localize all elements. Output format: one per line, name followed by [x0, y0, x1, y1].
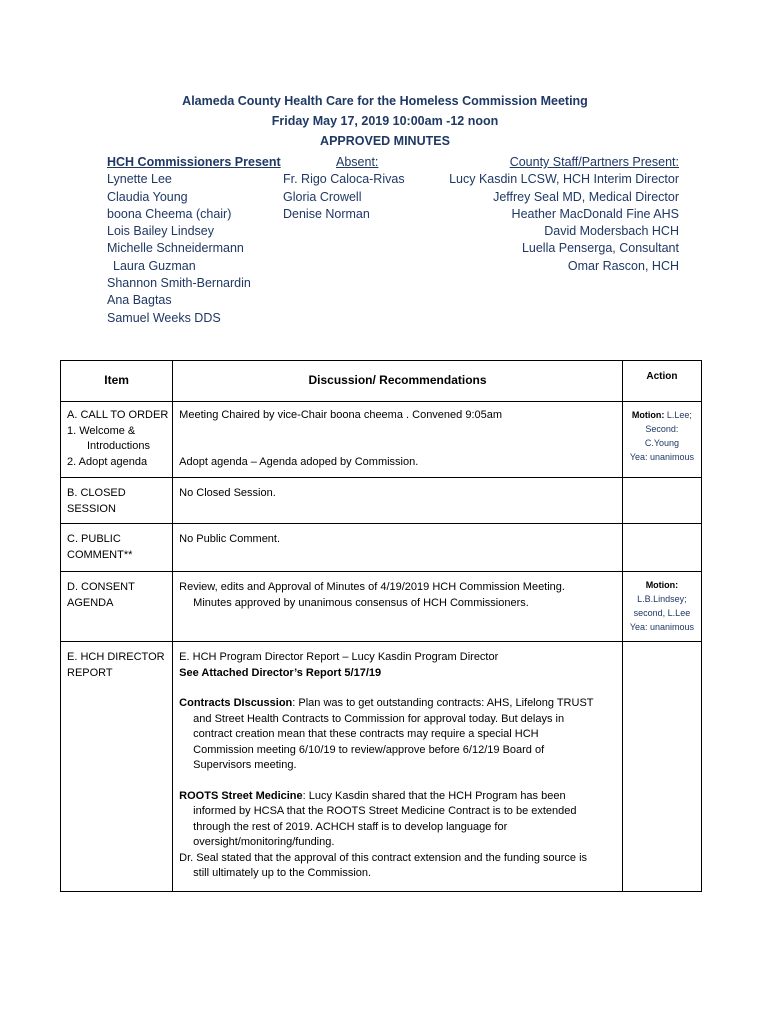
absent-name: Denise Norman [283, 206, 370, 221]
commissioner-name: Ana Bagtas [107, 293, 172, 308]
action-cell [622, 402, 701, 478]
commissioner-name: Lynette Lee [107, 172, 172, 187]
discussion-cell [173, 572, 623, 642]
absent-heading: Absent: [336, 155, 379, 169]
staff-name: Omar Rascon, HCH [567, 258, 679, 273]
item-label: C. PUBLIC [67, 533, 121, 545]
discussion-text: Supervisors meeting. [193, 759, 297, 771]
commissioners-present-heading: HCH Commissioners Present [107, 155, 281, 169]
discussion-text: Adopt agenda – Agenda adoped by Commission. [179, 455, 419, 468]
meeting-date: Friday May 17, 2019 10:00am -12 noon [271, 114, 499, 128]
item-label: A. CALL TO ORDER [67, 409, 169, 421]
item-label: 2. Adopt agenda [67, 455, 148, 468]
table-header-row [61, 361, 702, 402]
item-cell [61, 524, 173, 572]
commissioner-name: Michelle Schneidermann [107, 241, 244, 256]
item-label: COMMENT** [67, 548, 133, 561]
motion-label: Motion: [631, 410, 665, 420]
action-cell [622, 478, 701, 524]
discussion-cell [173, 402, 623, 478]
item-cell [61, 402, 173, 478]
discussion-text: and Street Health Contracts to Commission for approval today. But delays in [193, 712, 565, 725]
item-cell: B. CLOSED SESSION [61, 478, 173, 524]
commissioner-name: Claudia Young [107, 189, 188, 204]
item-label: E. HCH DIRECTOR [67, 651, 165, 663]
commissioners-present-list [107, 154, 281, 327]
motion-value: L.Lee; [666, 410, 692, 420]
second-value: C.Young [644, 438, 680, 448]
table-row [61, 572, 702, 642]
table-row [61, 478, 702, 524]
action-column-header: Action [622, 361, 701, 402]
second-value: second, L.Lee [633, 608, 691, 618]
discussion-column-header: Discussion/ Recommendations [173, 361, 623, 402]
vote-result: Yea: unanimous [629, 452, 695, 462]
staff-name: Lucy Kasdin LCSW, HCH Interim Director [449, 172, 679, 187]
item-label: D. CONSENT [67, 581, 135, 593]
absent-list [283, 154, 405, 223]
staff-present-list [449, 154, 679, 275]
discussion-cell: No Public Comment. [173, 524, 623, 572]
table-row [61, 524, 702, 572]
discussion-text: Commission meeting 6/10/19 to review/approve before 6/12/19 Board of [193, 743, 545, 756]
discussion-cell: No Closed Session. [173, 478, 623, 524]
motion-line [623, 408, 701, 422]
discussion-text: Dr. Seal stated that the approval of this contract extension and the funding source is [179, 851, 588, 864]
staff-name: Jeffrey Seal MD, Medical Director [493, 189, 679, 204]
staff-name: Heather MacDonald Fine AHS [511, 206, 679, 221]
action-cell [622, 524, 701, 572]
discussion-cell [173, 642, 623, 892]
commissioner-name: Lois Bailey Lindsey [107, 224, 215, 239]
staff-name: Luella Penserga, Consultant [521, 241, 679, 256]
vote-result: Yea: unanimous [629, 622, 695, 632]
item-cell [61, 642, 173, 892]
director-report-reference: See Attached Director’s Report 5/17/19 [179, 666, 382, 679]
discussion-text: contract creation mean that these contracts may require a special HCH [193, 728, 539, 740]
roots-label: ROOTS Street Medicine [179, 789, 303, 802]
roots-discussion [179, 789, 616, 882]
absent-name: Fr. Rigo Caloca-Rivas [283, 172, 405, 187]
item-label: AGENDA [67, 596, 114, 609]
commissioner-name: Shannon Smith-Bernardin [107, 276, 251, 291]
minutes-status: APPROVED MINUTES [320, 134, 450, 148]
discussion-text: Review, edits and Approval of Minutes of 4/19/2019 HCH Commission Meeting. [179, 581, 565, 593]
discussion-text: Minutes approved by unanimous consensus of HCH Commissioners. [193, 596, 529, 609]
discussion-text: through the rest of 2019. ACHCH staff is to develop language for [193, 820, 508, 833]
discussion-text: oversight/monitoring/funding. [193, 836, 335, 848]
item-label: 1. Welcome & [67, 424, 136, 437]
discussion-text: informed by HCSA that the ROOTS Street Medicine Contract is to be extended [193, 805, 577, 817]
item-cell [61, 572, 173, 642]
commissioner-name: Laura Guzman [113, 258, 196, 273]
discussion-text: : Lucy Kasdin shared that the HCH Program has been [302, 789, 566, 802]
minutes-table [60, 360, 702, 892]
table-row [61, 642, 702, 892]
director-report-title: E. HCH Program Director Report – Lucy Kasdin Program Director [179, 651, 499, 663]
contracts-label: Contracts DIscussion [179, 697, 293, 709]
table-row [61, 402, 702, 478]
motion-label: Motion: [645, 580, 679, 590]
absent-name: Gloria Crowell [283, 189, 362, 204]
action-cell [622, 642, 701, 892]
commissioner-name: boona Cheema (chair) [107, 206, 232, 221]
meeting-title: Alameda County Health Care for the Homeless Commission Meeting [182, 94, 588, 108]
staff-present-heading: County Staff/Partners Present: [509, 155, 679, 169]
item-label: REPORT [67, 666, 113, 679]
commissioner-name: Samuel Weeks DDS [107, 310, 221, 325]
second-label: Second: [645, 424, 679, 434]
discussion-text: Meeting Chaired by vice-Chair boona cheema . Convened 9:05am [179, 409, 503, 421]
action-cell [622, 572, 701, 642]
discussion-text: still ultimately up to the Commission. [193, 867, 372, 879]
staff-name: David Modersbach HCH [544, 224, 679, 239]
item-label: Introductions [87, 440, 150, 452]
contracts-discussion [179, 696, 616, 774]
item-column-header: Item [61, 361, 173, 402]
discussion-text: : Plan was to get outstanding contracts: AHS, Lifelong TRUST [292, 697, 594, 709]
motion-value: L.B.Lindsey; [637, 594, 687, 604]
